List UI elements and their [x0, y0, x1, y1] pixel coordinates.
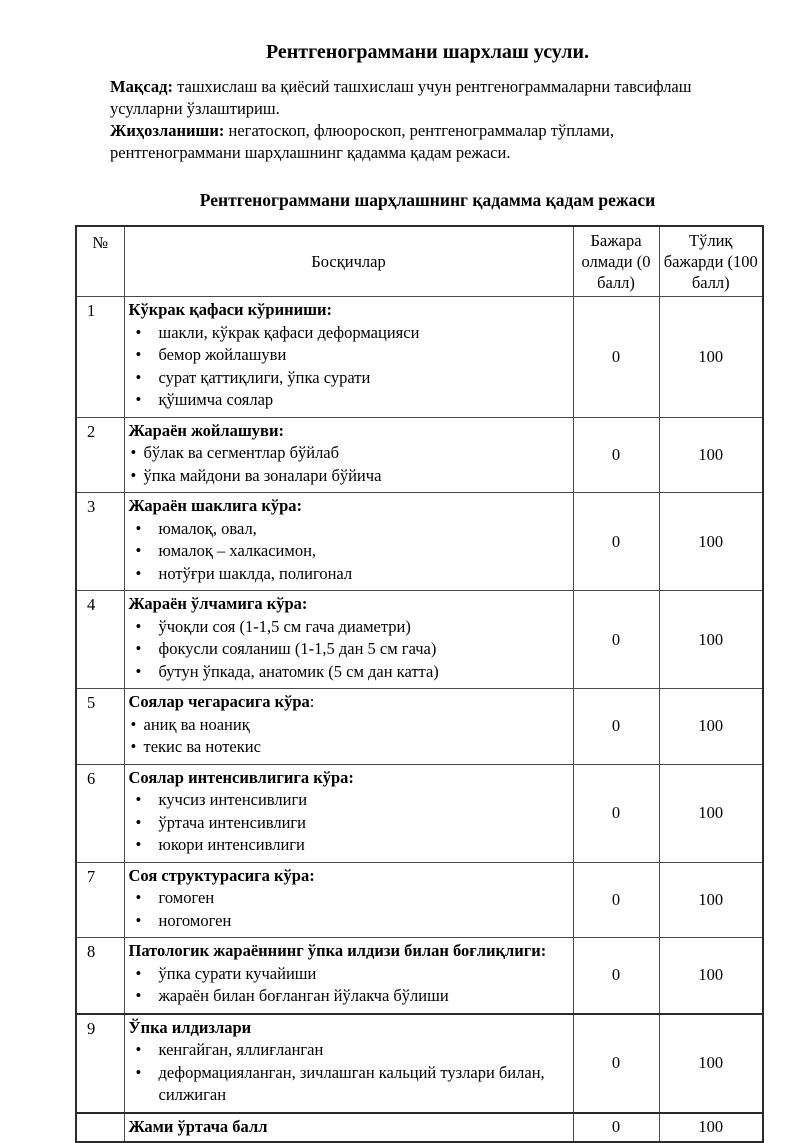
step-title [129, 1116, 567, 1139]
bullet-icon: • [135, 1062, 142, 1082]
equipment-paragraph [110, 120, 745, 164]
step-cell [124, 938, 573, 1014]
table-row [76, 764, 763, 862]
bullet-icon: • [135, 986, 142, 1005]
bullet-text: нотўғри шаклда, полигонал [158, 563, 353, 583]
bullet-text: бемор жойлашуви [158, 345, 287, 364]
bullet-text: бутун ўпкада, анатомик (5 см дан катта) [158, 661, 439, 681]
row-number: 6 [76, 764, 124, 862]
step-title-text: Патологик жараённинг ўпка илдизи билан боғлиқлиги: [128, 941, 547, 960]
bullet-item [129, 540, 567, 563]
row-number: 3 [76, 493, 124, 591]
equipment-label: Жиҳозланиши: [110, 121, 225, 140]
equipment-text: негатоскоп, флюороскоп, рентгенограммалар тўплами, рентгенограммани шарҳлашнинг қадамма қадам режаси. [110, 121, 614, 162]
step-cell [124, 764, 573, 862]
step-title-text: Жараён ўлчамига кўра: [128, 594, 308, 613]
bullet-item [129, 638, 567, 661]
bullet-item [129, 616, 567, 639]
bullet-item [129, 465, 567, 488]
fail-score: 0 [573, 1014, 659, 1113]
step-cell [124, 591, 573, 689]
bullet-item [129, 910, 567, 933]
bullet-text: юкори интенсивлиги [158, 835, 305, 854]
row-number: 4 [76, 591, 124, 689]
purpose-text: ташхислаш ва қиёсий ташхислаш учун рентгенограммаларни тавсифлаш усулларни ўзлаштириш. [110, 77, 692, 118]
table-footer-row [76, 1113, 763, 1143]
table-caption: Рентгенограммани шарҳлашнинг қадамма қадам режаси [199, 190, 656, 210]
bullet-text: аниқ ва ноаниқ [143, 714, 250, 734]
bullet-icon: • [135, 322, 142, 342]
bullet-item [129, 1039, 567, 1062]
step-title [129, 865, 567, 888]
bullet-text: кенгайган, яллиғланган [158, 1040, 324, 1059]
row-number [76, 1113, 124, 1143]
step-cell [124, 862, 573, 938]
purpose-paragraph [110, 76, 745, 120]
bullet-icon: • [130, 737, 137, 756]
bullet-icon: • [135, 812, 142, 832]
full-score: 100 [659, 1014, 763, 1113]
row-number: 1 [76, 297, 124, 418]
bullet-text: ногомоген [158, 910, 232, 930]
step-title [129, 420, 567, 443]
full-score: 100 [659, 591, 763, 689]
bullet-text: сурат қаттиқлиги, ўпка сурати [158, 367, 371, 387]
table-row [76, 297, 763, 418]
full-score: 100 [659, 862, 763, 938]
full-score: 100 [659, 938, 763, 1014]
bullet-icon: • [135, 1040, 142, 1059]
bullet-text: фокусли сояланиш (1-1,5 дан 5 см гача) [158, 639, 437, 658]
fail-score: 0 [573, 493, 659, 591]
bullet-text: деформацияланган, зичлашган кальций тузлари билан, силжиган [158, 1062, 545, 1104]
step-title [129, 940, 567, 963]
step-title-text: Жами ўртача балл [128, 1116, 268, 1136]
step-title-text: Соялар чегарасига кўра [128, 692, 310, 711]
bullet-text: текис ва нотекис [143, 737, 261, 756]
bullet-icon: • [135, 790, 142, 809]
bullet-icon: • [135, 518, 142, 538]
bullet-icon: • [135, 910, 142, 930]
bullet-item [129, 367, 567, 390]
purpose-label: Мақсад: [110, 77, 173, 96]
step-title-text: Соялар интенсивлигига кўра: [128, 767, 354, 787]
bullet-text: ўпка майдони ва зоналари бўйича [143, 465, 382, 485]
bullet-item [129, 344, 567, 367]
step-cell [124, 417, 573, 493]
col-header-full-score: Тўлиқ бажарди (100 балл) [659, 226, 763, 297]
bullet-icon: • [130, 465, 137, 485]
step-cell [124, 297, 573, 418]
bullet-item [129, 389, 567, 412]
row-number: 8 [76, 938, 124, 1014]
fail-score: 0 [573, 862, 659, 938]
step-title-text: Кўкрак қафаси кўриниши: [128, 300, 333, 319]
table-row [76, 1014, 763, 1113]
bullet-item [129, 714, 567, 737]
fail-score: 0 [573, 938, 659, 1014]
bullet-icon: • [135, 345, 142, 364]
table-row [76, 938, 763, 1014]
fail-score: 0 [573, 764, 659, 862]
fail-score: 0 [573, 591, 659, 689]
bullet-icon: • [130, 714, 137, 734]
step-cell [124, 689, 573, 765]
step-title [129, 299, 567, 322]
bullet-item [129, 789, 567, 812]
table-row [76, 862, 763, 938]
fail-score: 0 [573, 417, 659, 493]
full-score: 100 [659, 764, 763, 862]
full-score: 100 [659, 297, 763, 418]
full-score: 100 [659, 1113, 763, 1143]
fail-score: 0 [573, 297, 659, 418]
step-cell [124, 1113, 573, 1143]
bullet-text: юмалоқ, овал, [158, 518, 257, 538]
step-title [129, 495, 567, 518]
full-score: 100 [659, 689, 763, 765]
bullet-item [129, 985, 567, 1008]
bullet-icon: • [135, 390, 142, 409]
bullet-icon: • [135, 616, 142, 636]
bullet-text: бўлак ва сегментлар бўйлаб [143, 443, 340, 462]
step-title [129, 691, 567, 714]
bullet-text: юмалоқ – халкасимон, [158, 541, 317, 560]
fail-score: 0 [573, 1113, 659, 1143]
step-title-text: Соя структурасига кўра: [128, 865, 315, 885]
bullet-icon: • [135, 541, 142, 560]
bullet-icon: • [135, 661, 142, 681]
bullet-text: ўртача интенсивлиги [158, 812, 307, 832]
bullet-text: гомоген [158, 888, 215, 907]
step-title-text: Жараён жойлашуви: [128, 420, 284, 440]
intro-block [110, 76, 745, 164]
bullet-item [129, 1062, 567, 1107]
row-number: 5 [76, 689, 124, 765]
bullet-icon: • [135, 563, 142, 583]
bullet-item [129, 518, 567, 541]
bullet-item [129, 661, 567, 684]
col-header-number: № [76, 226, 124, 297]
table-row [76, 591, 763, 689]
full-score: 100 [659, 417, 763, 493]
table-row [76, 689, 763, 765]
bullet-icon: • [135, 639, 142, 658]
step-title [129, 593, 567, 616]
step-title-suffix: : [309, 692, 315, 711]
col-header-steps: Босқичлар [124, 226, 573, 297]
bullet-item [129, 442, 567, 465]
step-title [129, 1017, 567, 1040]
table-row [76, 493, 763, 591]
step-cell [124, 493, 573, 591]
bullet-item [129, 887, 567, 910]
bullet-text: ўчоқли соя (1-1,5 см гача диаметри) [158, 616, 411, 636]
bullet-item [129, 736, 567, 759]
bullet-item [129, 322, 567, 345]
fail-score: 0 [573, 689, 659, 765]
bullet-text: қўшимча соялар [158, 390, 274, 409]
bullet-item [129, 834, 567, 857]
step-title-text: Ўпка илдизлари [128, 1017, 252, 1037]
full-score: 100 [659, 493, 763, 591]
row-number: 2 [76, 417, 124, 493]
page-title: Рентгенограммани шархлаш усули. [265, 41, 590, 63]
bullet-icon: • [130, 443, 137, 462]
step-title-text: Жараён шаклига кўра: [128, 496, 303, 515]
bullet-text: шакли, кўкрак қафаси деформацияси [158, 322, 420, 342]
bullet-icon: • [135, 367, 142, 387]
table-header-row [76, 226, 763, 297]
bullet-icon: • [135, 963, 142, 983]
bullet-text: ўпка сурати кучайиши [158, 963, 317, 983]
col-header-fail-score: Бажара олмади (0 балл) [573, 226, 659, 297]
bullet-icon: • [135, 835, 142, 854]
step-cell [124, 1014, 573, 1113]
row-number: 7 [76, 862, 124, 938]
bullet-text: кучсиз интенсивлиги [158, 790, 308, 809]
steps-table [75, 225, 764, 1143]
bullet-item [129, 812, 567, 835]
bullet-item [129, 563, 567, 586]
bullet-item [129, 963, 567, 986]
step-title [129, 767, 567, 790]
row-number: 9 [76, 1014, 124, 1113]
bullet-text: жараён билан боғланган йўлакча бўлиши [158, 986, 449, 1005]
bullet-icon: • [135, 888, 142, 907]
table-row [76, 417, 763, 493]
